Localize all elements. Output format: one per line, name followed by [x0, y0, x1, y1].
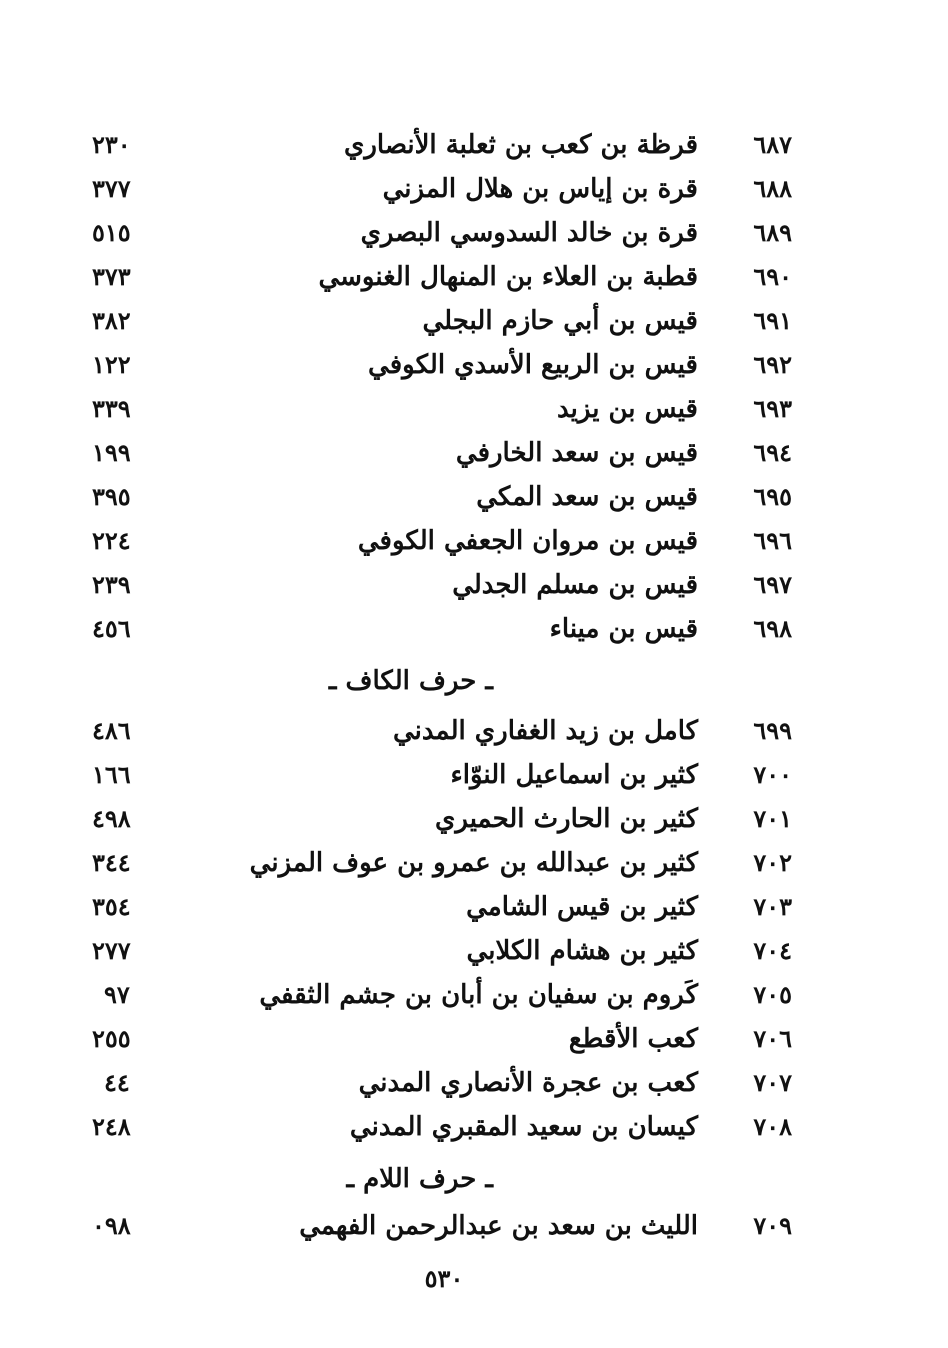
entry-name: كثير بن قيس الشامي: [466, 892, 698, 922]
entry-name: قيس بن أبي حازم البجلي: [422, 306, 698, 336]
page-reference: ١٢٢: [92, 350, 131, 379]
page-reference: ١٦٦: [92, 760, 131, 789]
page-reference: ٤٩٨: [92, 804, 131, 833]
index-entry: [0, 843, 948, 883]
entry-number: ٦٩٢: [753, 350, 792, 379]
index-entry: [0, 477, 948, 517]
section-heading-text: ـ حرف الكاف ـ: [328, 666, 493, 696]
page-reference: ٥١٥: [92, 218, 131, 247]
entry-name: كعب الأقطع: [568, 1024, 698, 1054]
entry-name: قيس بن ميناء: [549, 614, 698, 644]
index-entry: [0, 1019, 948, 1059]
page-reference: ٢٧٧: [92, 936, 131, 965]
index-entry: [0, 125, 948, 165]
index-entry: [0, 301, 948, 341]
page-reference: ٢٥٥: [92, 1024, 131, 1053]
entry-number: ٦٩٩: [753, 716, 792, 745]
entry-name: قيس بن الربيع الأسدي الكوفي: [368, 350, 698, 380]
entry-name: قرة بن خالد السدوسي البصري: [360, 218, 698, 248]
page-reference: ٢٢٤: [92, 526, 131, 555]
entry-name: قيس بن مروان الجعفي الكوفي: [357, 526, 698, 556]
index-entry: [0, 931, 948, 971]
entry-number: ٦٩٧: [753, 570, 792, 599]
page-number-text: ٥٣٠: [424, 1264, 464, 1293]
index-entry: [0, 609, 948, 649]
entry-number: ٧٠٦: [753, 1024, 792, 1053]
index-entry: [0, 1206, 948, 1246]
entry-number: ٦٨٧: [753, 130, 792, 159]
entry-number: ٧٠٧: [753, 1068, 792, 1097]
entry-name: الليث بن سعد بن عبدالرحمن الفهمي: [299, 1211, 698, 1241]
entry-name: كثير بن اسماعيل النوّاء: [450, 760, 698, 790]
page-reference: ٠٩٨: [92, 1211, 131, 1240]
page-reference: ٣٨٢: [92, 306, 131, 335]
index-entry: [0, 887, 948, 927]
page-reference: ٢٤٨: [92, 1112, 131, 1141]
entry-number: ٧٠٢: [753, 848, 792, 877]
entry-number: ٦٨٩: [753, 218, 792, 247]
page-reference: ٤٨٦: [92, 716, 131, 745]
index-entry: [0, 1107, 948, 1147]
index-entry: [0, 345, 948, 385]
index-entry: [0, 169, 948, 209]
entry-number: ٦٩٠: [753, 262, 792, 291]
page-reference: ٤٥٦: [92, 614, 131, 643]
entry-number: ٧٠٣: [753, 892, 792, 921]
entry-number: ٧٠٨: [753, 1112, 792, 1141]
entry-name: كامل بن زيد الغفاري المدني: [393, 716, 698, 746]
entry-name: قرظة بن كعب بن ثعلبة الأنصاري: [343, 130, 698, 160]
page-reference: ٣٧٧: [92, 174, 131, 203]
page-reference: ٢٣٩: [92, 570, 131, 599]
entry-name: كعب بن عجرة الأنصاري المدني: [358, 1068, 698, 1098]
index-entry: [0, 213, 948, 253]
entry-name: قيس بن سعد الخارفي: [455, 438, 698, 468]
page-reference: ٣٥٤: [92, 892, 131, 921]
entry-name: كثير بن الحارث الحميري: [435, 804, 698, 834]
entry-number: ٧٠٥: [753, 980, 792, 1009]
entry-number: ٦٩٤: [753, 438, 792, 467]
entry-number: ٧٠١: [753, 804, 792, 833]
page-reference: ٩٧: [104, 980, 130, 1009]
index-entry: [0, 565, 948, 605]
index-entry: [0, 799, 948, 839]
entry-number: ٦٩٨: [753, 614, 792, 643]
entry-name: كيسان بن سعيد المقبري المدني: [349, 1112, 698, 1142]
page-reference: ٢٣٠: [92, 130, 131, 159]
page-reference: ٤٤: [104, 1068, 130, 1097]
index-entry: [0, 389, 948, 429]
entry-number: ٦٩١: [753, 306, 792, 335]
index-entry: [0, 521, 948, 561]
index-entry: [0, 711, 948, 751]
page-reference: ٣٤٤: [92, 848, 131, 877]
index-entry: [0, 257, 948, 297]
entry-number: ٦٩٥: [753, 482, 792, 511]
entry-name: قيس بن مسلم الجدلي: [452, 570, 698, 600]
entry-name: قيس بن سعد المكي: [476, 482, 698, 512]
section-heading-lam: [0, 1159, 948, 1199]
page-reference: ٣٩٥: [92, 482, 131, 511]
page-reference: ١٩٩: [92, 438, 131, 467]
entry-number: ٧٠٤: [753, 936, 792, 965]
section-heading-kaf: [0, 661, 948, 701]
entry-name: قطبة بن العلاء بن المنهال الغنوسي: [318, 262, 698, 292]
index-entry: [0, 433, 948, 473]
entry-number: ٧٠٩: [753, 1211, 792, 1240]
entry-name: قيس بن يزيد: [556, 394, 698, 424]
entry-number: ٦٩٣: [753, 394, 792, 423]
page-reference: ٣٣٩: [92, 394, 131, 423]
entry-number: ٦٨٨: [753, 174, 792, 203]
entry-name: قرة بن إياس بن هلال المزني: [382, 174, 698, 204]
page-number: [0, 1261, 948, 1297]
index-entry: [0, 1063, 948, 1103]
entry-name: كثير بن هشام الكلابي: [466, 936, 698, 966]
entry-name: كَروم بن سفيان بن أبان بن جشم الثقفي: [259, 980, 698, 1010]
entry-number: ٧٠٠: [753, 760, 792, 789]
index-entry: [0, 975, 948, 1015]
section-heading-text: ـ حرف اللام ـ: [346, 1164, 493, 1194]
index-entry: [0, 755, 948, 795]
entry-number: ٦٩٦: [753, 526, 792, 555]
page-reference: ٣٧٣: [92, 262, 131, 291]
entry-name: كثير بن عبدالله بن عمرو بن عوف المزني: [249, 848, 698, 878]
